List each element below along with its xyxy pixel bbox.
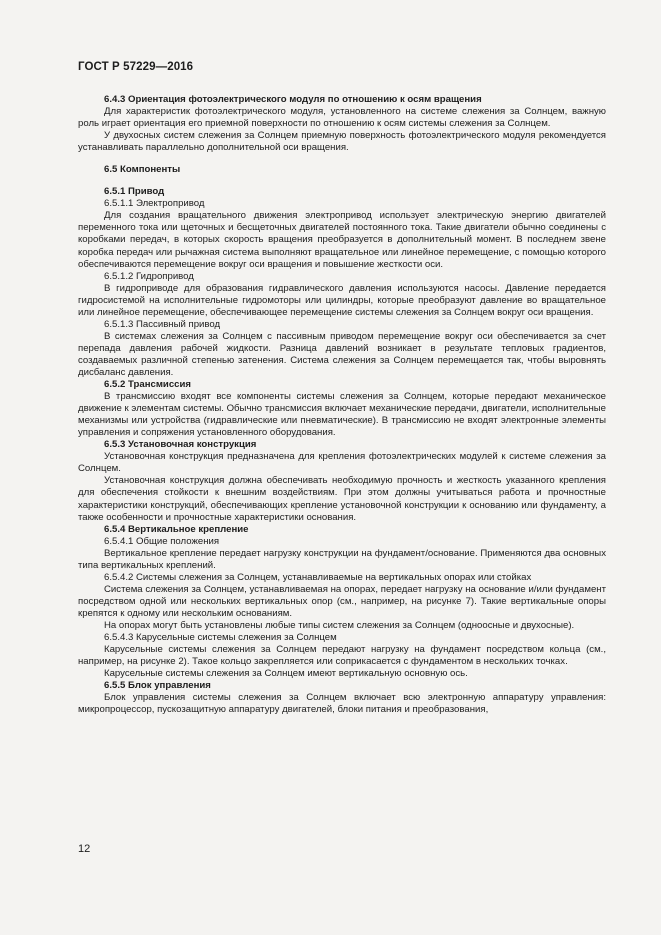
page-number: 12 bbox=[78, 843, 91, 855]
paragraph: Установочная конструкция должна обеспечивать необходимую прочность и жесткость указанного крепления для обеспечения стойкости к внешним воздействиям. При этом должны учитываться работа и прочностные характеристики конструкций, обеспечивающих крепление установочной конструкции к основанию или фундаменту, а также особенности и прочностные характеристики основания. bbox=[78, 475, 606, 523]
paragraph: Установочная конструкция предназначена для крепления фотоэлектрических модулей к системе слежения за Солнцем. bbox=[78, 451, 606, 475]
section-heading: 6.5.2 Трансмиссия bbox=[104, 379, 191, 391]
section-heading: 6.5.1 Привод bbox=[104, 186, 165, 198]
paragraph: В гидроприводе для образования гидравлического давления используются насосы. Давление передается гидросистемой на исполнительные гидромоторы или цилиндры, которые преобразуют давление во вращательное или линейное перемещение, обеспечивающее перемещение системы слежения за Солнцем вокруг оси вращения. bbox=[78, 282, 606, 318]
section-heading: 6.5 Компоненты bbox=[104, 164, 181, 176]
paragraph: Блок управления системы слежения за Солнцем включает всю электронную аппаратуру управления: микропроцессор, пускозащитную аппаратуру двигателей, блоки питания и преобразования, bbox=[78, 692, 606, 716]
document-header: ГОСТ Р 57229—2016 bbox=[78, 61, 194, 73]
subsection-heading: 6.5.1.2 Гидропривод bbox=[104, 270, 194, 282]
paragraph: Для создания вращательного движения электропривод использует электрическую энергию двигателей переменного тока или щеточных и бесщеточных двигателей постоянного тока. Такие двигатели обычно соединены с коробками передач, в которых скорость вращения преобразуется в дополнительный момент. В последнем звене коробка передач или рычажная система выполняют вращательное или линейное перемещение, с помощью которого обеспечиваются перемещение вокруг оси вращения и повышение жесткости оси. bbox=[78, 210, 606, 270]
paragraph: Вертикальное крепление передает нагрузку конструкции на фундамент/основание. Применяются два основных типа вертикальных креплений. bbox=[78, 547, 606, 571]
paragraph: Для характеристик фотоэлектрического модуля, установленного на системе слежения за Солнцем, важную роль играет ориентация его приемной поверхности по отношению к осям системы слежения за Солнцем. bbox=[78, 106, 606, 130]
paragraph: В системах слежения за Солнцем с пассивным приводом перемещение вокруг оси обеспечивается за счет перепада давления рабочей жидкости. Разница давлений возникает в результате тепловых градиентов, создаваемых различной степенью затенения. Система слежения за Солнцем перемещается так, чтобы выровнять дисбаланс давления. bbox=[78, 330, 606, 378]
section-heading: 6.4.3 Ориентация фотоэлектрического модуля по отношению к осям вращения bbox=[104, 94, 482, 105]
section-heading: 6.5.5 Блок управления bbox=[104, 680, 211, 692]
section-heading: 6.5.4 Вертикальное крепление bbox=[104, 523, 249, 535]
subsection-heading: 6.5.4.3 Карусельные системы слежения за Солнцем bbox=[104, 632, 337, 644]
paragraph: Карусельные системы слежения за Солнцем передают нагрузку на фундамент посредством кольца (см., например, на рисунке 2). Такое кольцо закрепляется или соприкасается с фундаментом в нескольких точках. bbox=[78, 644, 606, 668]
paragraph: На опорах могут быть установлены любые типы систем слежения за Солнцем (одноосные и двухосные). bbox=[104, 619, 575, 631]
document-body bbox=[78, 94, 606, 716]
paragraph: Система слежения за Солнцем, устанавливаемая на опорах, передает нагрузку на основание и/или фундамент посредством одной или нескольких вертикальных опор (см., например, на рисунке 7). Такие вертикальные опоры крепятся к одному или нескольким основаниям. bbox=[78, 583, 606, 619]
paragraph: Карусельные системы слежения за Солнцем имеют вертикальную основную ось. bbox=[104, 668, 468, 680]
subsection-heading: 6.5.4.2 Системы слежения за Солнцем, устанавливаемые на вертикальных опорах или стойках bbox=[104, 571, 532, 583]
subsection-heading: 6.5.1.3 Пассивный привод bbox=[104, 318, 221, 330]
subsection-heading: 6.5.1.1 Электропривод bbox=[104, 198, 205, 210]
paragraph: В трансмиссию входят все компоненты системы слежения за Солнцем, которые передают механическое движение к элементам системы. Обычно трансмиссия включает механические передачи, двигатели, исполнительные механизмы или устройства (гидравлические или пневматические). В трансмиссию не входят электронные элементы управления и сопряжения установленного оборудования. bbox=[78, 391, 606, 439]
subsection-heading: 6.5.4.1 Общие положения bbox=[104, 535, 220, 547]
section-heading: 6.5.3 Установочная конструкция bbox=[104, 439, 257, 451]
paragraph: У двухосных систем слежения за Солнцем приемную поверхность фотоэлектрического модуля рекомендуется устанавливать параллельно дополнительной оси вращения. bbox=[78, 130, 606, 154]
